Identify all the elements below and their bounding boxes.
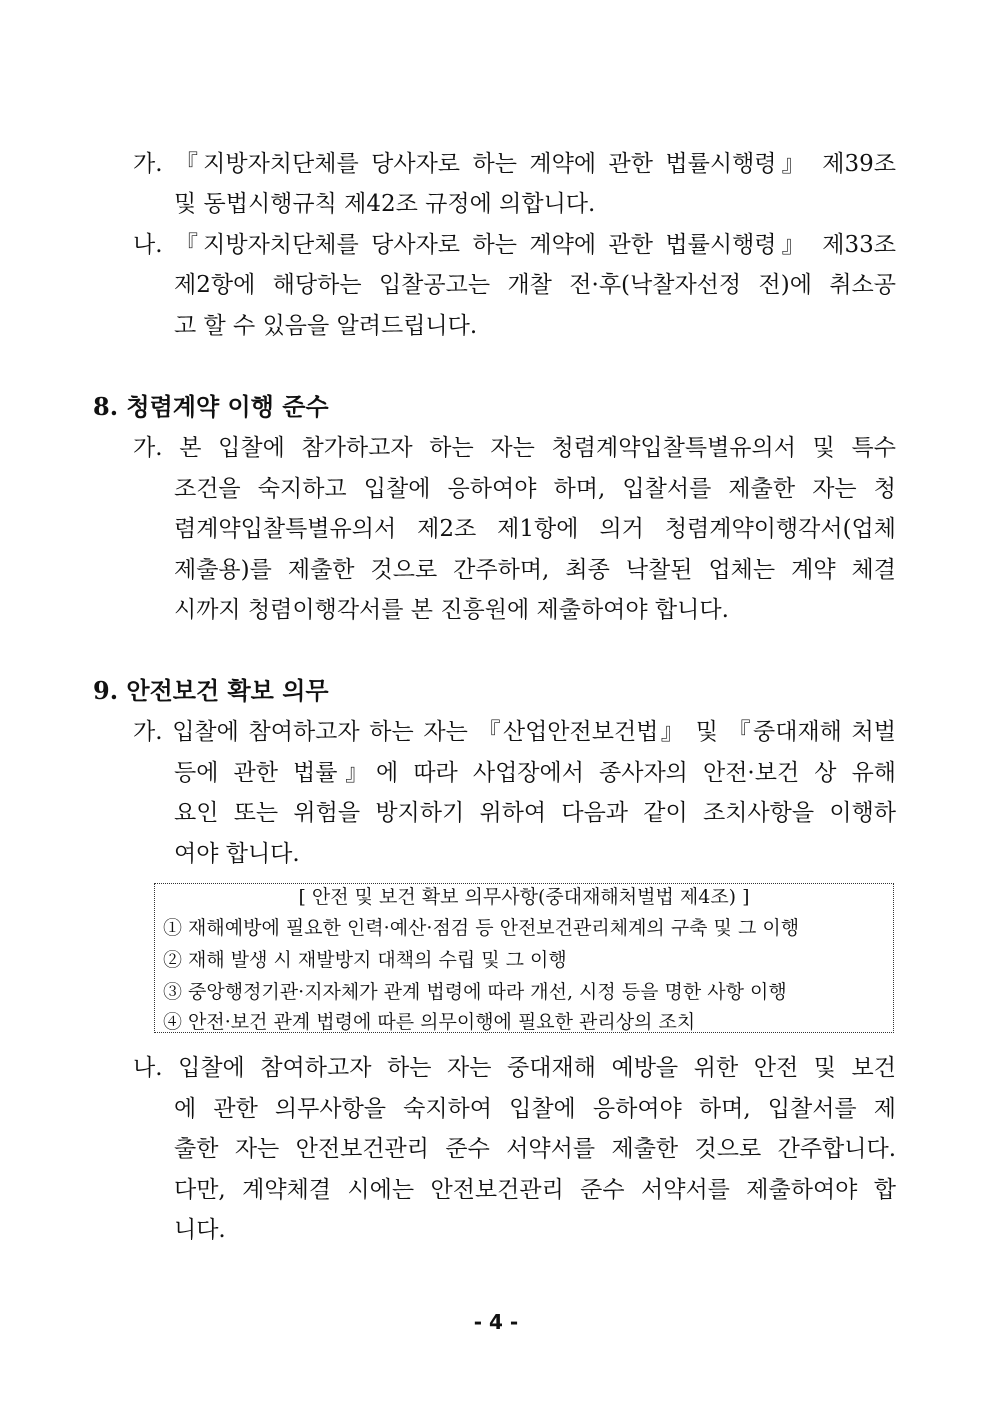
- box-item-2: ② 재해 발생 시 재발방지 대책의 수립 및 그 이행: [163, 949, 567, 971]
- s9-ga-line-2: 등에 관한 법률』에 따라 사업장에서 종사자의 안전·보건 상 유해: [174, 760, 896, 786]
- s9-ga-line-4: 여야 합니다.: [174, 841, 300, 867]
- box-title: [ 안전 및 보건 확보 의무사항(중대재해처벌법 제4조) ]: [298, 886, 750, 908]
- s9-na-line-2: 에 관한 의무사항을 숙지하여 입찰에 응하여야 하며, 입찰서를 제: [174, 1096, 896, 1122]
- s9-na-line-5: 니다.: [174, 1217, 226, 1243]
- s9-na-line-3: 출한 자는 안전보건관리 준수 서약서를 제출한 것으로 간주합니다.: [174, 1136, 896, 1162]
- box-item-3: ③ 중앙행정기관·지자체가 관계 법령에 따라 개선, 시정 등을 명한 사항 이행: [163, 981, 787, 1003]
- box-item-4: ④ 안전·보건 관계 법령에 따른 의무이행에 필요한 관리상의 조치: [163, 1011, 696, 1033]
- section-8-heading: 8. 청렴계약 이행 준수: [93, 392, 329, 421]
- s7-ga-line-2: 및 동법시행규칙 제42조 규정에 의합니다.: [174, 191, 596, 217]
- s9-ga-line-3: 요인 또는 위험을 방지하기 위하여 다음과 같이 조치사항을 이행하: [174, 800, 896, 826]
- s9-ga-line-1: 가. 입찰에 참여하고자 하는 자는 『산업안전보건법』 및 『중대재해 처벌: [133, 719, 896, 745]
- s8-ga-line-2: 조건을 숙지하고 입찰에 응하여야 하며, 입찰서를 제출한 자는 청: [174, 476, 896, 502]
- s8-ga-line-3: 렴계약입찰특별유의서 제2조 제1항에 의거 청렴계약이행각서(업체: [174, 516, 896, 542]
- s9-na-line-1: 나. 입찰에 참여하고자 하는 자는 중대재해 예방을 위한 안전 및 보건: [133, 1055, 896, 1081]
- s9-na-line-4: 다만, 계약체결 시에는 안전보건관리 준수 서약서를 제출하여야 합: [174, 1177, 896, 1203]
- safety-obligations-box: [154, 883, 894, 1033]
- s7-na-line-3: 고 할 수 있음을 알려드립니다.: [174, 313, 478, 339]
- s8-ga-line-4: 제출용)를 제출한 것으로 간주하며, 최종 낙찰된 업체는 계약 체결: [174, 557, 896, 583]
- s7-na-line-1: 나. 『지방자치단체를 당사자로 하는 계약에 관한 법률시행령』 제33조: [133, 232, 896, 258]
- s8-ga-line-1: 가. 본 입찰에 참가하고자 하는 자는 청렴계약입찰특별유의서 및 특수: [133, 435, 896, 461]
- s7-ga-line-1: 가. 『지방자치단체를 당사자로 하는 계약에 관한 법률시행령』 제39조: [133, 151, 896, 177]
- s7-na-line-2: 제2항에 해당하는 입찰공고는 개찰 전·후(낙찰자선정 전)에 취소공: [174, 272, 896, 298]
- s8-ga-line-5: 시까지 청렴이행각서를 본 진흥원에 제출하여야 합니다.: [174, 597, 729, 623]
- section-9-heading: 9. 안전보건 확보 의무: [93, 676, 329, 705]
- page-number: - 4 -: [473, 1310, 519, 1334]
- box-item-1: ① 재해예방에 필요한 인력·예산·점검 등 안전보건관리체계의 구축 및 그 이행: [163, 917, 800, 939]
